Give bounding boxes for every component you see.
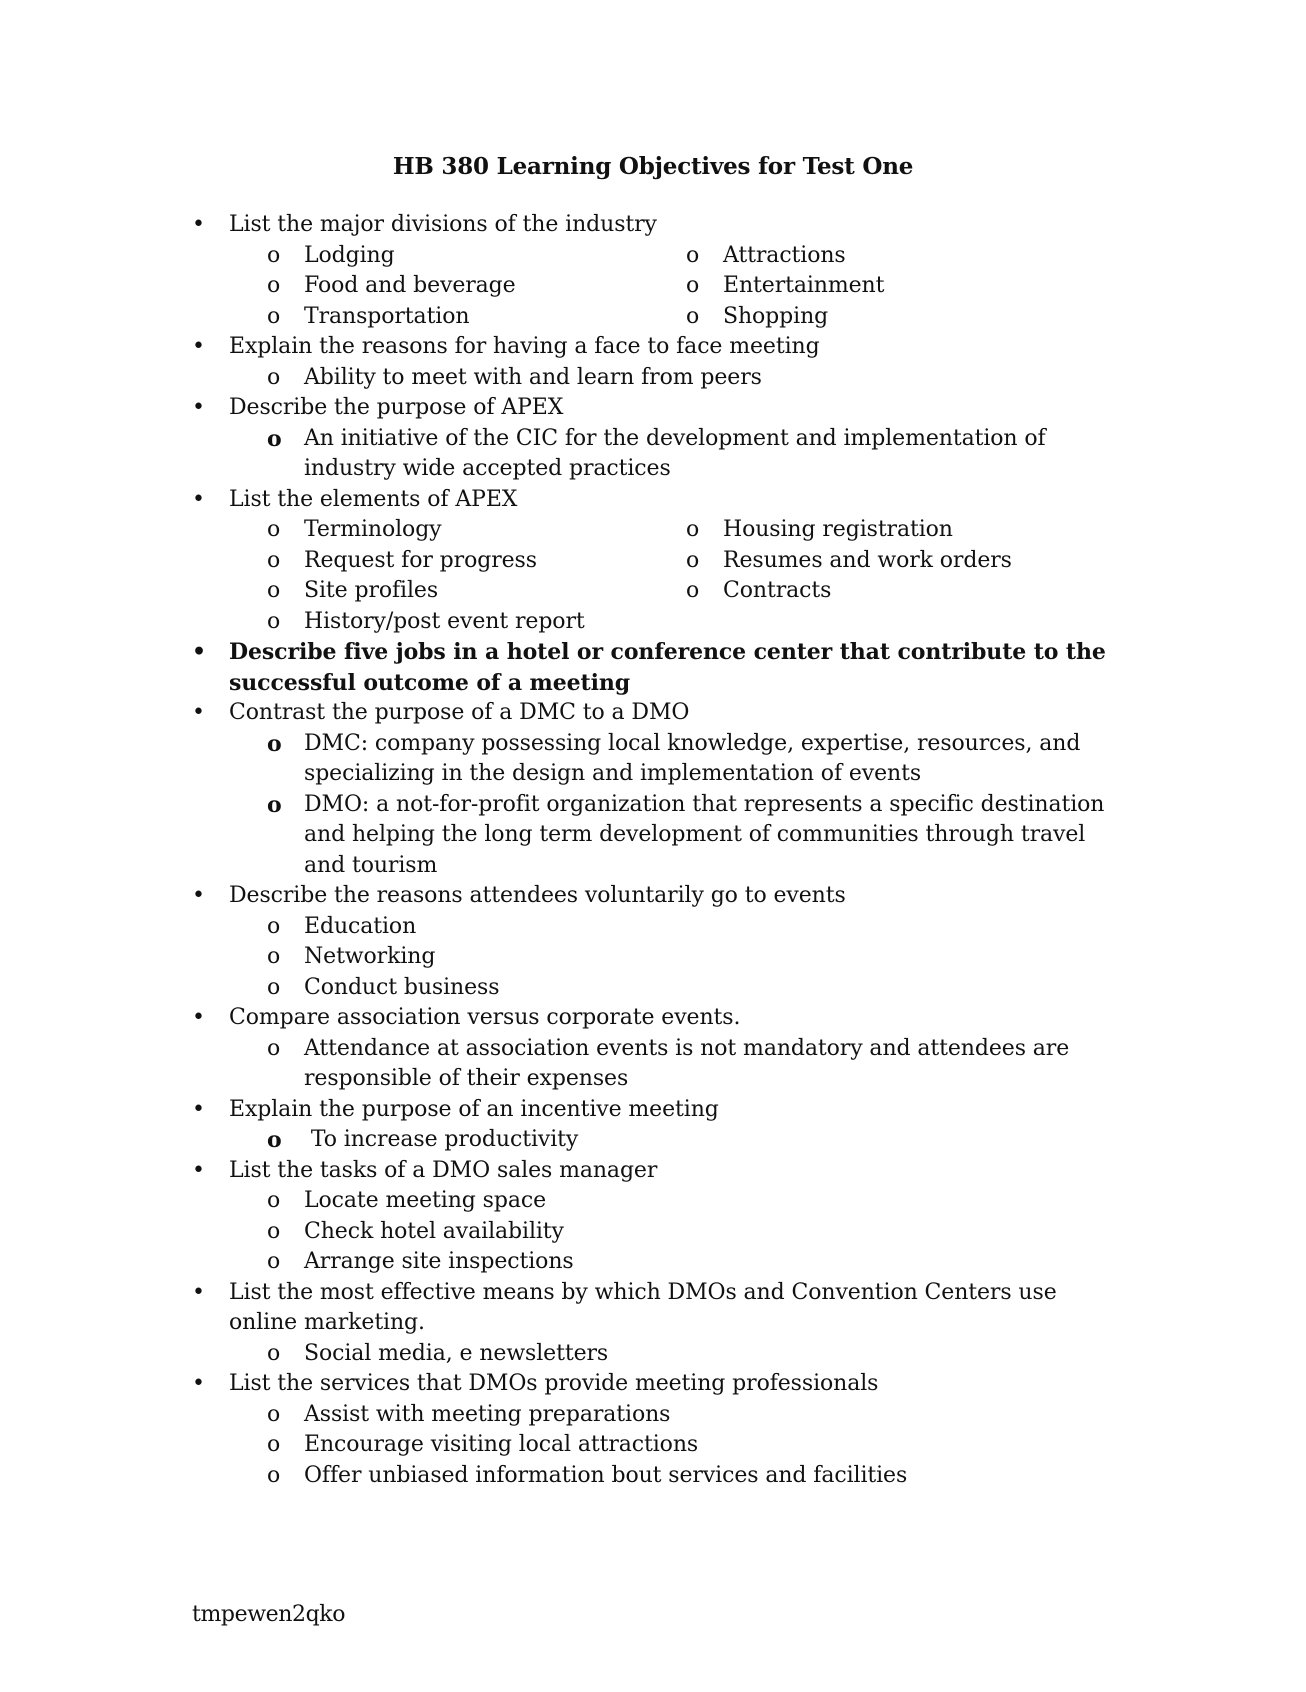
sub-item: o Conduct business: [192, 973, 1112, 1004]
sub-item: o Check hotel availability: [192, 1217, 1112, 1248]
objective-item: • Explain the purpose of an incentive meeting: [192, 1095, 1112, 1126]
sub-item: o Housing registration: [686, 515, 1112, 546]
sub-item: o Site profiles: [192, 576, 686, 607]
objective-item: • Explain the reasons for having a face to face meeting: [192, 332, 1112, 363]
objectives-list: [192, 210, 1112, 1491]
sub-item: o Resumes and work orders: [686, 546, 1112, 577]
sub-item: o Contracts: [686, 576, 1112, 607]
sub-item: o Terminology: [192, 515, 686, 546]
objective-item: • List the services that DMOs provide meeting professionals: [192, 1369, 1112, 1400]
sub-item: o Locate meeting space: [192, 1186, 1112, 1217]
sub-item: o Attendance at association events is not mandatory and attendees are responsible of their expenses: [192, 1034, 1112, 1095]
objective-item: • Contrast the purpose of a DMC to a DMO: [192, 698, 1112, 729]
objective-item-bold: • Describe five jobs in a hotel or conference center that contribute to the successful outcome of a meeting: [192, 637, 1112, 698]
sub-item: o Ability to meet with and learn from peers: [192, 363, 1112, 394]
footer-text: tmpewen2qko: [192, 1602, 346, 1627]
sub-item: o Education: [192, 912, 1112, 943]
two-column-sublist: [192, 241, 1112, 333]
sub-item: o DMC: company possessing local knowledge, expertise, resources, and specializing in the design and implementation of events: [192, 729, 1112, 790]
sub-item: o To increase productivity: [192, 1125, 1112, 1156]
objective-item: • List the elements of APEX: [192, 485, 1112, 516]
sub-item: o Arrange site inspections: [192, 1247, 1112, 1278]
sub-item: o An initiative of the CIC for the development and implementation of industry wide accepted practices: [192, 424, 1112, 485]
objective-item: • List the most effective means by which DMOs and Convention Centers use online marketing.: [192, 1278, 1112, 1339]
sub-item: o Request for progress: [192, 546, 686, 577]
objective-item: • Describe the reasons attendees voluntarily go to events: [192, 881, 1112, 912]
sub-item: o Offer unbiased information bout services and facilities: [192, 1461, 1112, 1492]
sub-item: o Assist with meeting preparations: [192, 1400, 1112, 1431]
sub-item: o Food and beverage: [192, 271, 686, 302]
sub-item: o Attractions: [686, 241, 1112, 272]
sub-item: o Networking: [192, 942, 1112, 973]
objective-item: • List the tasks of a DMO sales manager: [192, 1156, 1112, 1187]
sub-item: o DMO: a not-for-profit organization that represents a specific destination and helping the long term development of communities through travel and tourism: [192, 790, 1112, 882]
two-column-sublist: [192, 515, 1112, 637]
objective-item: • Compare association versus corporate events.: [192, 1003, 1112, 1034]
sub-item: o Encourage visiting local attractions: [192, 1430, 1112, 1461]
objective-item: • List the major divisions of the industry: [192, 210, 1112, 241]
objective-item: • Describe the purpose of APEX: [192, 393, 1112, 424]
sub-item: o Entertainment: [686, 271, 1112, 302]
sub-item: o Transportation: [192, 302, 686, 333]
sub-item: o Shopping: [686, 302, 1112, 333]
sub-item: o History/post event report: [192, 607, 686, 638]
page-title: HB 380 Learning Objectives for Test One: [392, 153, 914, 180]
sub-item: o Social media, e newsletters: [192, 1339, 1112, 1370]
sub-item: o Lodging: [192, 241, 686, 272]
